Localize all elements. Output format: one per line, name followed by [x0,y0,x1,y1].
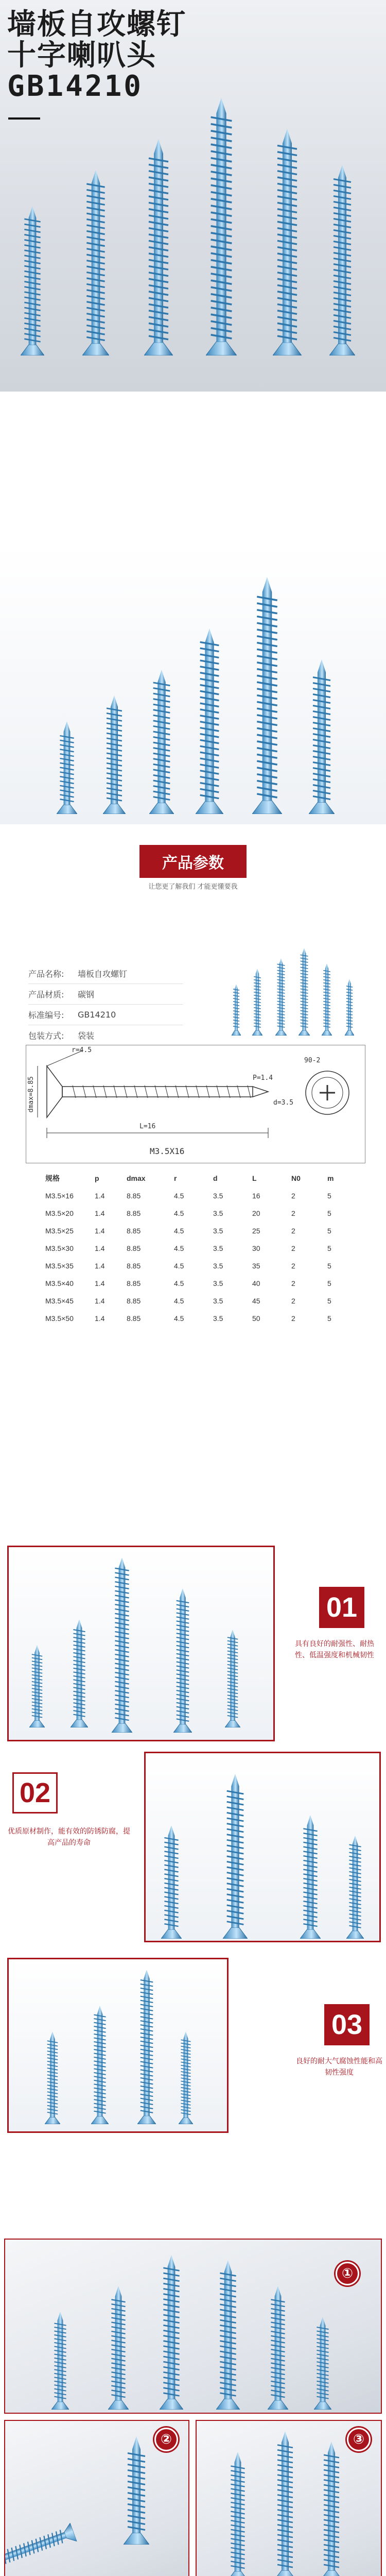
spec-cell: M3.5×50 [45,1314,74,1323]
screw-illustration [91,2006,109,2124]
spec-cell: 8.85 [127,1297,141,1305]
screw-illustration [112,1557,132,1733]
spec-row [41,1240,354,1257]
screw-illustration [57,721,77,814]
param-key: 产品材质: [28,990,64,999]
param-row [28,984,183,1005]
spec-cell: M3.5×35 [45,1262,74,1270]
spec-header: 规格 [45,1174,60,1182]
detail-number-2: 02 [12,1772,58,1814]
spec-cell: M3.5×40 [45,1279,74,1287]
screw-illustration [160,2255,183,2410]
spec-cell: 40 [252,1279,260,1287]
screw-illustration [124,2436,149,2545]
spec-cell: 4.5 [174,1314,184,1323]
spec-cell: 2 [291,1227,295,1235]
real-badge-2: ② [154,2428,178,2451]
screw-illustration [21,206,44,355]
screw-illustration [329,165,355,355]
dim-dmax-label: dmax=8.85 [27,1076,35,1113]
dim-l-label: L=16 [139,1123,156,1130]
spec-cell: 5 [327,1314,331,1323]
spec-cell: 1.4 [95,1227,105,1235]
spec-cell: 8.85 [127,1209,141,1217]
detail-card-2 [144,1752,381,1942]
spec-cell: 8.85 [127,1262,141,1270]
spec-cell: 5 [327,1192,331,1200]
spec-cell: 5 [327,1279,331,1287]
spec-row [41,1257,354,1275]
screw-illustration [268,2286,288,2410]
spec-cell: 3.5 [213,1227,223,1235]
spec-cell: 3.5 [213,1279,223,1287]
spec-cell: 5 [327,1297,331,1305]
spec-row [41,1275,354,1292]
param-row [28,963,183,984]
params-hint: 让您更了解我们 才能更懂要我 [148,883,238,891]
spec-header: d [213,1174,218,1182]
hero-underline [8,117,40,120]
spec-cell: 3.5 [213,1262,223,1270]
screw-illustration [51,2312,69,2410]
param-value: GB14210 [78,1010,116,1020]
detail-text-2: 优质原材制作，能有效的防锈防腐，提高产品的寿命 [8,1827,130,1847]
spec-cell: 2 [291,1297,295,1305]
screw-illustration [161,1825,182,1939]
spec-cell: 4.5 [174,1279,184,1287]
param-key: 标准编号: [28,1010,64,1020]
spec-cell: M3.5×30 [45,1244,74,1252]
spec-cell: 50 [252,1314,260,1323]
spec-header: dmax [127,1174,146,1182]
param-value: 袋装 [78,1031,95,1041]
screw-illustration [144,139,173,355]
spec-cell: 8.85 [127,1227,141,1235]
screw-illustration [273,129,302,355]
real-badge-3: ③ [347,2428,371,2451]
screw-illustration [223,1774,248,1939]
param-list [28,963,183,1046]
spec-cell: 8.85 [127,1314,141,1323]
hero-title [7,9,186,102]
spec-cell: 35 [252,1262,260,1270]
screw-illustration [179,2031,193,2124]
screw-illustration [252,577,282,814]
spec-row [41,1310,354,1327]
screw-illustration [71,1619,88,1727]
spec-cell: 4.5 [174,1297,184,1305]
param-screws-image [226,948,376,1041]
spec-cell: 4.5 [174,1192,184,1200]
param-value: 碳钢 [78,990,95,999]
screw-illustration [320,2442,343,2576]
screw-illustration [225,1630,240,1727]
screw-illustration [29,1645,45,1727]
detail-card-1 [7,1546,275,1741]
spec-header: N0 [291,1174,301,1182]
screw-illustration [149,670,174,814]
spec-cell: 5 [327,1227,331,1235]
spec-row [41,1222,354,1240]
spec-header: r [174,1174,177,1182]
spec-table [41,1170,354,1327]
screw-illustration [137,1970,156,2124]
detail-number-1: 01 [319,1587,364,1628]
screw-illustration [300,1815,321,1939]
screw-illustration [196,629,223,814]
screw-illustration [275,958,287,1036]
param-row [28,1025,183,1046]
screw-illustration [173,1588,192,1733]
spec-cell: 8.85 [127,1192,141,1200]
spec-cell: 3.5 [213,1209,223,1217]
detail-card-3 [7,1958,229,2133]
screw-illustration [15,2498,35,2576]
detail-text-1: 具有良好的耐强性、耐热性、低温强度和机械韧性 [295,1640,374,1659]
spec-cell: 1.4 [95,1262,105,1270]
dim-d-label: d=3.5 [273,1099,294,1107]
screw-illustration [322,963,332,1036]
screw-illustration [216,2260,240,2410]
screw-illustration [252,969,262,1036]
spec-cell: 1.4 [95,1209,105,1217]
spec-cell: 4.5 [174,1209,184,1217]
technical-drawing [26,1045,365,1163]
spec-header: p [95,1174,99,1182]
spec-cell: 4.5 [174,1227,184,1235]
screw-illustration [299,948,310,1036]
screw-illustration [103,696,126,814]
spec-cell: 25 [252,1227,260,1235]
spec-cell: 3.5 [213,1244,223,1252]
spec-row [41,1292,354,1310]
spec-cell: 30 [252,1244,260,1252]
screw-illustration [309,659,335,814]
screw-illustration [206,98,237,355]
spec-cell: 2 [291,1279,295,1287]
spec-header: m [327,1174,334,1182]
detail-text-3: 良好的耐大气腐蚀性能和高韧性强度 [296,2057,382,2077]
spec-cell: M3.5×25 [45,1227,74,1235]
real-badge-1: ① [336,2262,359,2285]
param-row [28,1005,183,1025]
spec-cell: 5 [327,1244,331,1252]
screw-illustration [345,979,354,1036]
spec-row [41,1187,354,1205]
spec-cell: 2 [291,1262,295,1270]
screw-illustration [346,1836,364,1939]
hero-title-line2: 十字喇叭头 [7,39,156,72]
spec-cell: M3.5×45 [45,1297,74,1305]
spec-cell: 2 [291,1314,295,1323]
detail-number-3: 03 [324,2004,370,2045]
screw-illustration [108,2286,129,2410]
screw-illustration [232,984,241,1036]
screw-illustration [274,2431,296,2576]
drawing-size-label: M3.5X16 [150,1146,185,1156]
screw-illustration [82,170,109,355]
params-title: 产品参数 [139,845,247,878]
spec-cell: 5 [327,1262,331,1270]
spec-cell: 1.4 [95,1244,105,1252]
params-header [0,845,386,891]
hero-title-line1: 墙板自攻螺钉 [7,8,186,41]
hero-banner [0,0,386,392]
dim-angle-label: 90-2 [304,1057,321,1064]
spec-cell: 1.4 [95,1297,105,1305]
spec-cell: M3.5×16 [45,1192,74,1200]
spec-cell: 8.85 [127,1244,141,1252]
screw-illustration [227,2452,248,2576]
screw-illustration [45,2031,60,2124]
spec-cell: 8.85 [127,1279,141,1287]
spec-cell: 2 [291,1209,295,1217]
spec-cell: 45 [252,1297,260,1305]
spec-cell: 16 [252,1192,260,1200]
real-photo-1 [4,2239,382,2414]
screw-illustration [314,2317,331,2410]
spec-cell: 1.4 [95,1192,105,1200]
spec-cell: 3.5 [213,1297,223,1305]
dim-r-label: r=4.5 [72,1046,92,1054]
spec-cell: 3.5 [213,1192,223,1200]
param-value: 墙板自攻螺钉 [78,969,128,979]
param-key: 产品名称: [28,969,64,979]
spec-cell: 1.4 [95,1279,105,1287]
spec-cell: 4.5 [174,1244,184,1252]
spec-header: L [252,1174,257,1182]
spec-cell: 5 [327,1209,331,1217]
spec-cell: M3.5×20 [45,1209,74,1217]
intro-screws-image [0,546,386,824]
spec-row [41,1205,354,1222]
spec-cell: 2 [291,1192,295,1200]
hero-title-line3: GB14210 [7,70,144,103]
param-key: 包装方式: [28,1031,64,1041]
spec-cell: 3.5 [213,1314,223,1323]
spec-header-row [41,1170,354,1187]
spec-cell: 4.5 [174,1262,184,1270]
dim-p-label: P=1.4 [253,1074,273,1082]
spec-cell: 1.4 [95,1314,105,1323]
spec-cell: 20 [252,1209,260,1217]
spec-cell: 2 [291,1244,295,1252]
